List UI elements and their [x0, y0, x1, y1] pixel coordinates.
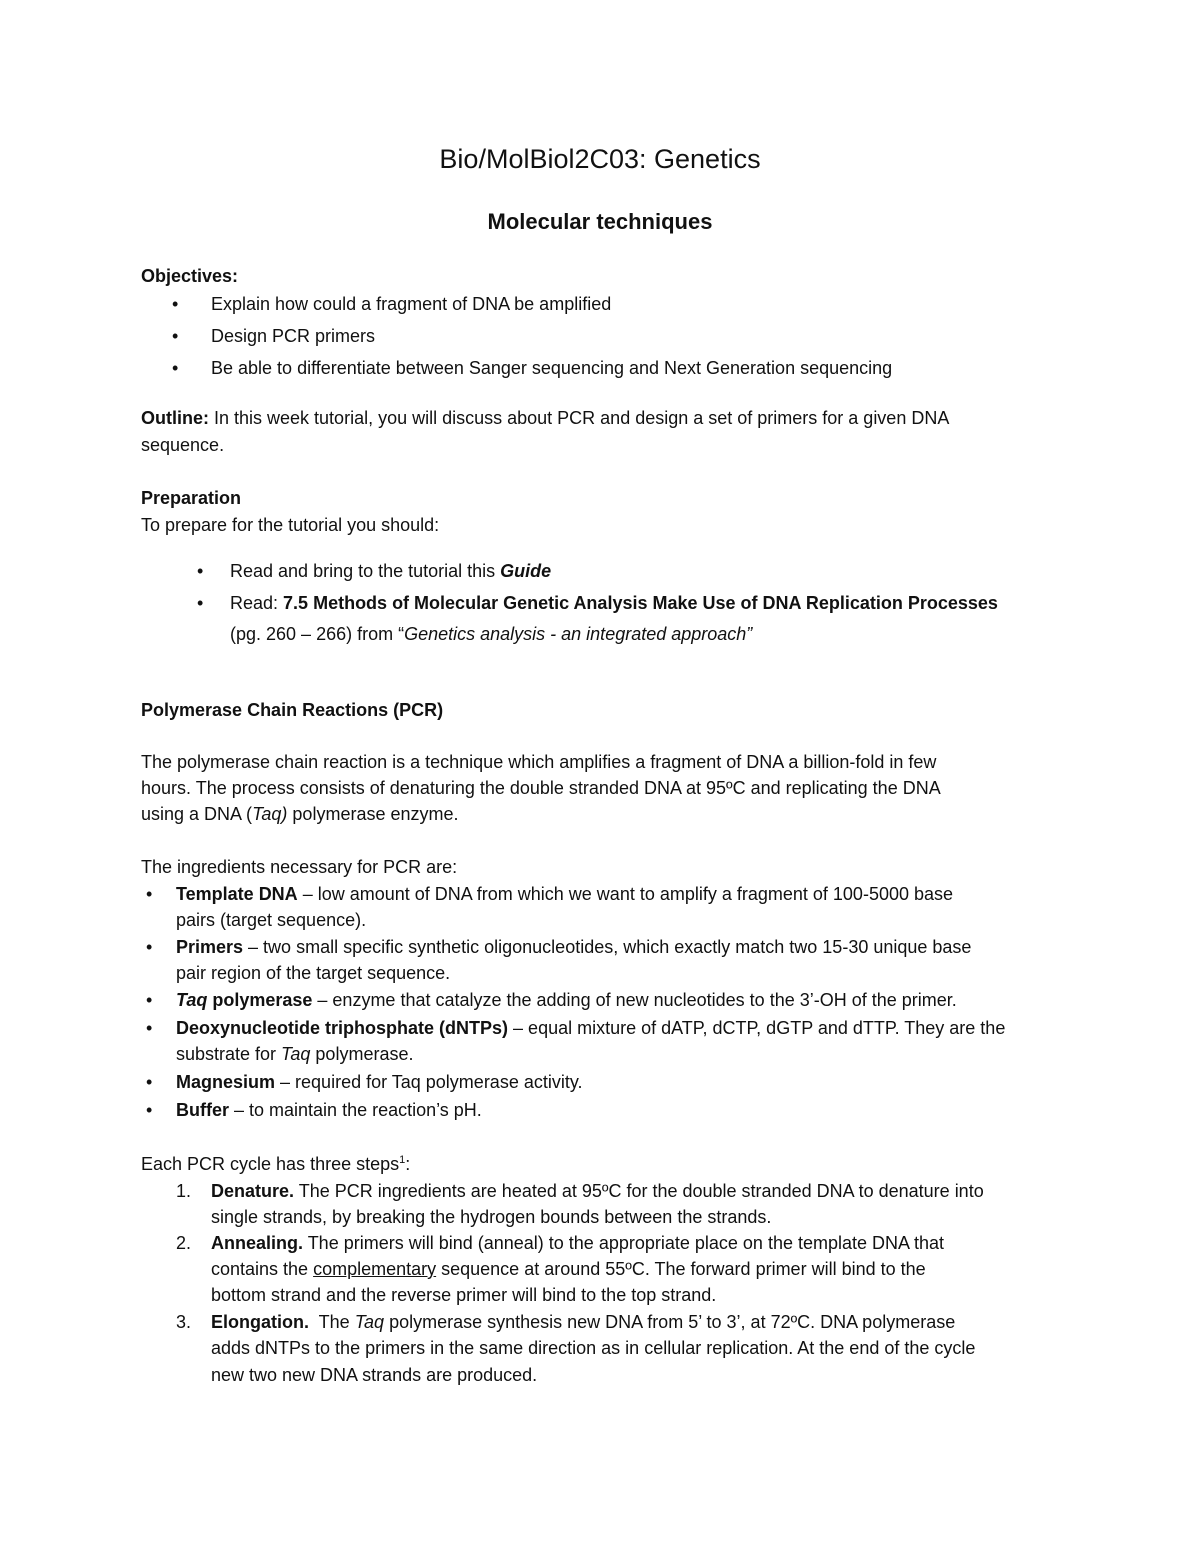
reading-section: 7.5 Methods of Molecular Genetic Analysis Make Use of DNA Replication Processes [283, 593, 998, 613]
ingredient-primers-line-2: pair region of the target sequence. [176, 963, 451, 983]
text-run: polymerase. [310, 1044, 414, 1064]
step-elongation [211, 1313, 955, 1331]
step-annealing-line-3: bottom strand and the reverse primer will bind to the top strand. [211, 1285, 717, 1305]
step-elongation-line-2: adds dNTPs to the primers in the same direction as in cellular replication. At the end of the cycle [211, 1338, 976, 1358]
ingredient-text: – two small specific synthetic oligonucleotides, which exactly match two 15-30 unique base [243, 937, 972, 957]
taq-emphasis: Taq [354, 1312, 385, 1332]
text-run: polymerase enzyme. [287, 804, 459, 824]
bullet: • [146, 1018, 153, 1038]
taq-emphasis: Taq [281, 1044, 311, 1064]
bullet: • [197, 593, 204, 613]
text-run: sequence at around 55ºC. The forward primer will bind to the [436, 1259, 926, 1279]
outline-label: Outline: [141, 408, 209, 428]
steps-intro-text: Each PCR cycle has three steps [141, 1154, 400, 1174]
ingredient-text: – required for Taq polymerase activity. [275, 1072, 583, 1092]
ingredient-label: Template DNA [176, 884, 298, 904]
step-annealing-line-2 [211, 1260, 926, 1278]
ingredient-label: polymerase [207, 990, 313, 1010]
guide-emphasis: Guide [500, 561, 552, 581]
ingredient-buffer [176, 1101, 482, 1119]
ingredient-primers [176, 938, 971, 956]
step-number: 1. [176, 1181, 192, 1201]
text-run: contains the [211, 1259, 314, 1279]
ingredient-label: Magnesium [176, 1072, 276, 1092]
ingredient-dntps-line-2 [176, 1045, 413, 1063]
ingredient-template [176, 885, 953, 903]
document-title: Bio/MolBiol2C03: Genetics [439, 144, 761, 174]
text-run: substrate for [176, 1044, 282, 1064]
step-label: Elongation. [211, 1312, 309, 1332]
step-label: Denature. [211, 1181, 295, 1201]
step-text: The PCR ingredients are heated at 95ºC for the double stranded DNA to denature into [294, 1181, 984, 1201]
ingredient-magnesium [176, 1073, 583, 1091]
bullet: • [146, 990, 153, 1010]
step-annealing [211, 1234, 944, 1252]
steps-intro [141, 1155, 410, 1173]
ingredient-text: – equal mixture of dATP, dCTP, dGTP and dTTP. They are the [508, 1018, 1006, 1038]
read-label: Read: [230, 593, 284, 613]
text-run: polymerase synthesis new DNA from 5’ to 3’, at 72ºC. DNA polymerase [384, 1312, 956, 1332]
bullet: • [146, 1100, 153, 1120]
pcr-heading: Polymerase Chain Reactions (PCR) [141, 700, 444, 720]
step-denature-line-2: single strands, by breaking the hydrogen bounds between the strands. [211, 1207, 772, 1227]
preparation-item-2-line-2 [230, 625, 752, 643]
ingredient-text: – low amount of DNA from which we want to amplify a fragment of 100-5000 base [297, 884, 954, 904]
ingredient-taq [176, 991, 957, 1009]
outline-text: In this week tutorial, you will discuss about PCR and design a set of primers for a given DNA [209, 408, 950, 428]
bullet: • [146, 1072, 153, 1092]
pcr-paragraph-line: hours. The process consists of denaturing the double stranded DNA at 95ºC and replicating the DNA [141, 778, 941, 798]
objectives-heading: Objectives: [141, 266, 239, 286]
ingredient-text: – to maintain the reaction’s pH. [229, 1100, 482, 1120]
text-run: using a DNA ( [141, 804, 253, 824]
page-range: (pg. 260 – 266) from “ [230, 624, 405, 644]
ingredient-label-italic: Taq [176, 990, 208, 1010]
taq-emphasis: Taq) [252, 804, 288, 824]
book-title: Genetics analysis - an integrated approach” [404, 624, 753, 644]
objective-item: Explain how could a fragment of DNA be amplified [211, 294, 612, 314]
ingredient-text: – enzyme that catalyze the adding of new nucleotides to the 3’-OH of the primer. [312, 990, 957, 1010]
step-number: 2. [176, 1233, 192, 1253]
bullet: • [146, 937, 153, 957]
objective-item: Be able to differentiate between Sanger sequencing and Next Generation sequencing [211, 358, 893, 378]
bullet: • [197, 561, 204, 581]
ingredient-dntps [176, 1019, 1005, 1037]
step-elongation-line-3: new two new DNA strands are produced. [211, 1365, 538, 1385]
preparation-item-1 [230, 562, 551, 580]
bullet: • [172, 326, 179, 346]
step-number: 3. [176, 1312, 192, 1332]
text-run: The [309, 1312, 355, 1332]
footnote-ref: 1 [399, 1154, 406, 1166]
bullet: • [172, 358, 179, 378]
ingredient-label: Buffer [176, 1100, 229, 1120]
pcr-paragraph-line [141, 805, 459, 823]
ingredients-intro: The ingredients necessary for PCR are: [141, 857, 458, 877]
ingredient-label: Deoxynucleotide triphosphate (dNTPs) [176, 1018, 509, 1038]
steps-intro-colon: : [405, 1154, 411, 1174]
pcr-paragraph-line: The polymerase chain reaction is a technique which amplifies a fragment of DNA a billion-fold in few [141, 752, 937, 772]
preparation-intro: To prepare for the tutorial you should: [141, 515, 440, 535]
preparation-item-1-text: Read and bring to the tutorial this [230, 561, 501, 581]
outline-line-2: sequence. [141, 435, 225, 455]
ingredient-label: Primers [176, 937, 244, 957]
complementary-underlined: complementary [313, 1259, 437, 1279]
objective-item: Design PCR primers [211, 326, 376, 346]
ingredient-template-line-2: pairs (target sequence). [176, 910, 367, 930]
step-label: Annealing. [211, 1233, 304, 1253]
bullet: • [146, 884, 153, 904]
outline-line-1 [141, 409, 949, 427]
bullet: • [172, 294, 179, 314]
preparation-heading: Preparation [141, 488, 242, 508]
step-denature [211, 1182, 984, 1200]
step-text: The primers will bind (anneal) to the appropriate place on the template DNA that [303, 1233, 945, 1253]
preparation-item-2 [230, 594, 998, 612]
document-subtitle: Molecular techniques [487, 209, 713, 234]
